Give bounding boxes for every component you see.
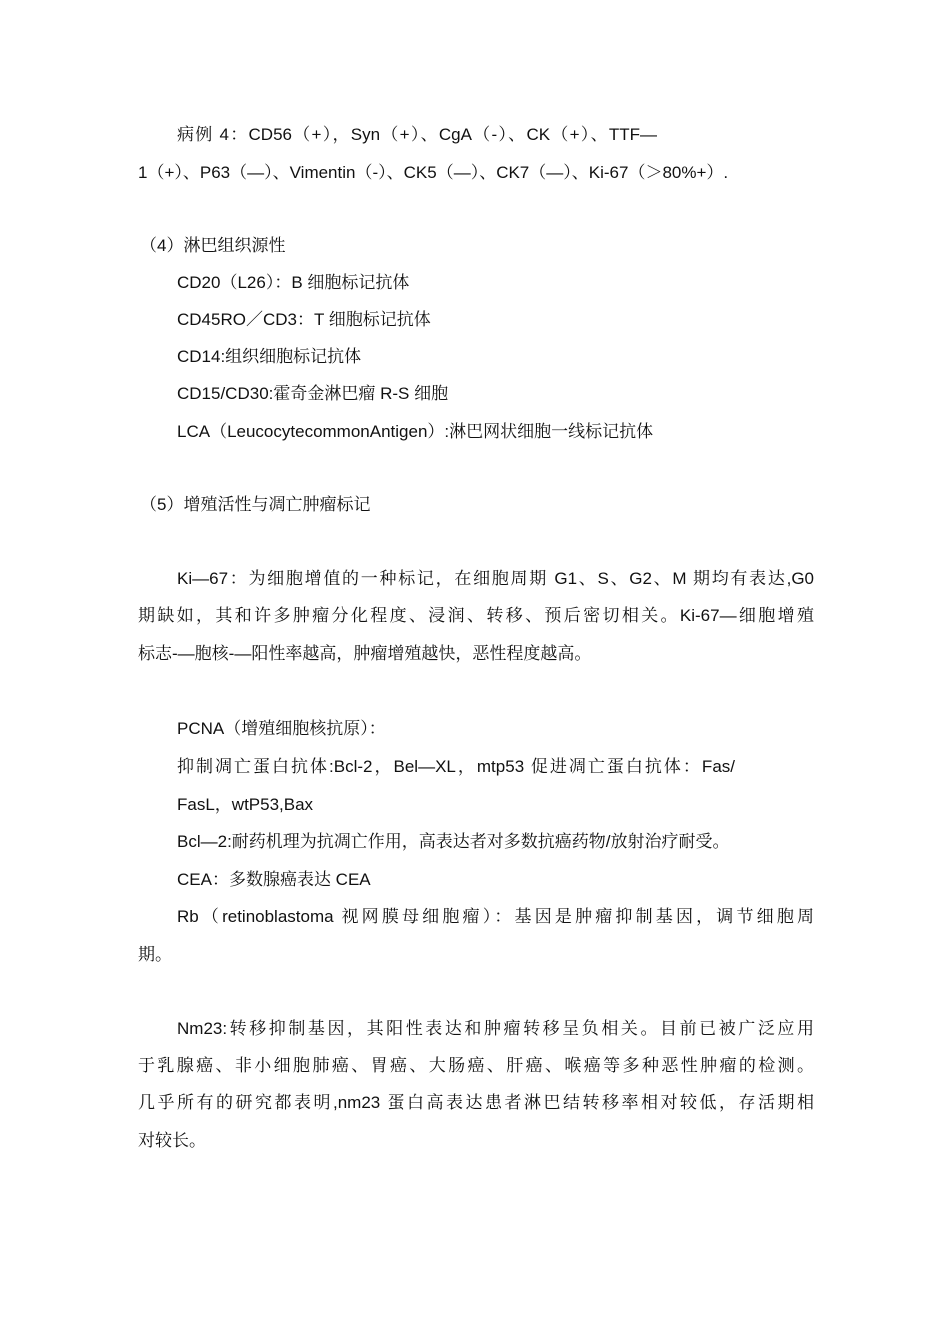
nm23-paragraph-line-4: 对较长。 — [138, 1131, 206, 1150]
section5-heading: （5）增殖活性与凋亡肿瘤标记 — [140, 495, 371, 514]
section4-item-cd20: CD20（L26）：B 细胞标记抗体 — [177, 273, 410, 292]
section4-heading: （4）淋巴组织源性 — [140, 236, 286, 255]
apoptosis-line-1: 抑制凋亡蛋白抗体:Bcl-2，Bel—XL，mtp53 促进凋亡蛋白抗体：Fas/ — [177, 757, 735, 776]
section4-item-cd45ro: CD45RO／CD3：T 细胞标记抗体 — [177, 310, 431, 329]
nm23-paragraph-line-3: 几乎所有的研究都表明,nm23 蛋白高表达患者淋巴结转移率相对较低，存活期相 — [138, 1093, 814, 1112]
section4-item-cd14: CD14:组织细胞标记抗体 — [177, 347, 362, 366]
nm23-paragraph-line-2: 于乳腺癌、非小细胞肺癌、胃癌、大肠癌、肝癌、喉癌等多种恶性肿瘤的检测。 — [138, 1056, 814, 1075]
bcl2-line: Bcl—2:耐药机理为抗凋亡作用，高表达者对多数抗癌药物/放射治疗耐受。 — [177, 832, 730, 851]
case4-line-1: 病例 4：CD56（+），Syn（+）、CgA（-）、CK（+）、TTF— — [177, 125, 657, 144]
pcna-line: PCNA（增殖细胞核抗原）： — [177, 719, 386, 738]
case4-line-2: 1（+）、P63（—）、Vimentin（-）、CK5（—）、CK7（—）、Ki-67（＞80%+）. — [138, 163, 729, 182]
ki67-paragraph-line-2: 期缺如，其和许多肿瘤分化程度、浸润、转移、预后密切相关。Ki-67—细胞增殖 — [138, 606, 814, 625]
section4-item-lca: LCA（LeucocytecommonAntigen）:淋巴网状细胞一线标记抗体 — [177, 422, 654, 441]
nm23-paragraph-line-1: Nm23:转移抑制基因，其阳性表达和肿瘤转移呈负相关。目前已被广泛应用 — [177, 1019, 814, 1038]
section4-item-cd15: CD15/CD30:霍奇金淋巴瘤 R-S 细胞 — [177, 384, 449, 403]
apoptosis-line-2: FasL，wtP53,Bax — [177, 795, 314, 814]
rb-paragraph-line-2: 期。 — [138, 945, 172, 964]
cea-line: CEA：多数腺癌表达 CEA — [177, 870, 371, 889]
ki67-paragraph-line-3: 标志-—胞核-—阳性率越高，肿瘤增殖越快，恶性程度越高。 — [138, 644, 592, 663]
ki67-paragraph-line-1: Ki—67：为细胞增值的一种标记，在细胞周期 G1、S、G2、M 期均有表达,G0 — [177, 569, 814, 588]
rb-paragraph-line-1: Rb（retinoblastoma 视网膜母细胞瘤）：基因是肿瘤抑制基因，调节细胞周 — [177, 907, 814, 926]
